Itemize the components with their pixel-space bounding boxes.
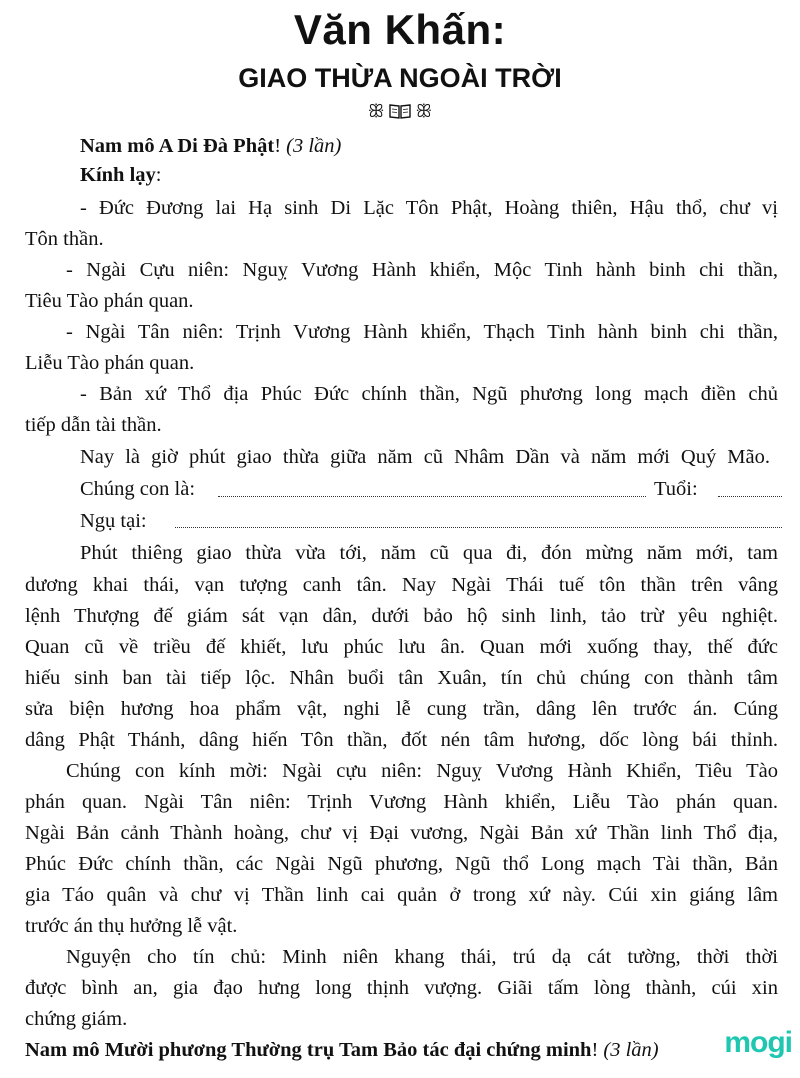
paragraph-line: Quan cũ về triều đế khiết, lưu phúc lưu ân. Quan mới xuống thay, thế đức xyxy=(25,636,778,658)
deity-line: - Ngài Tân niên: Trịnh Vương Hành khiển, Thạch Tinh hành binh chi thần, xyxy=(66,321,778,343)
invocation-note: (3 lần) xyxy=(286,135,342,157)
paragraph-line: gia Táo quân và chư vị Thần linh cai quản ở trong xứ này. Cúi xin giáng lâm xyxy=(25,884,778,906)
address-label: Ngụ tại: xyxy=(80,510,147,532)
paragraph-line: trước án thụ hưởng lễ vật. xyxy=(25,915,238,937)
ornament-divider xyxy=(0,100,800,124)
closing-text: Nam mô Mười phương Thường trụ Tam Bảo tác đại chứng minh xyxy=(25,1039,592,1061)
paragraph-line: sửa biện hương hoa phẩm vật, nghi lễ cung trần, dâng lên trước án. Cúng xyxy=(25,698,778,720)
paragraph-line: phán quan. Ngài Tân niên: Trịnh Vương Hành khiển, Liễu Tào phán quan. xyxy=(25,791,778,813)
deity-line: Tôn thần. xyxy=(25,228,104,250)
flourish-right-icon: ꕥ xyxy=(415,101,433,121)
paragraph-line: Ngài Bản cảnh Thành hoàng, chư vị Đại vương, Ngài Bản xứ Thần linh Thổ địa, xyxy=(25,822,778,844)
paragraph-line: chứng giám. xyxy=(25,1008,128,1030)
deity-line: - Ngài Cựu niên: Nguỵ Vương Hành khiển, Mộc Tinh hành binh chi thần, xyxy=(66,259,778,281)
address-blank-line xyxy=(175,527,782,528)
flourish-left-icon: ꕥ xyxy=(367,101,385,121)
kinh-lay-line: Kính lạy: xyxy=(80,164,162,186)
paragraph-line: Chúng con kính mời: Ngài cựu niên: Nguỵ Vương Hành Khiển, Tiêu Tào xyxy=(66,760,778,782)
closing-line: Nam mô Mười phương Thường trụ Tam Bảo tác đại chứng minh! (3 lần) xyxy=(25,1039,659,1061)
paragraph-line: Nguyện cho tín chủ: Minh niên khang thái, trú dạ cát tường, thời thời xyxy=(66,946,778,968)
kinh-lay-text: Kính lạy xyxy=(80,164,156,186)
page-title: Văn Khấn: xyxy=(293,6,507,53)
invocation-line: Nam mô A Di Đà Phật! (3 lần) xyxy=(80,135,342,157)
paragraph-line: lệnh Thượng đế giám sát vạn dân, dưới bảo hộ sinh linh, tảo trừ yêu nghiệt. xyxy=(25,605,778,627)
invocation-text: Nam mô A Di Đà Phật xyxy=(80,135,275,157)
mogi-logo: mogi xyxy=(724,1026,792,1059)
open-book-icon xyxy=(389,102,411,124)
name-blank-line xyxy=(218,496,646,497)
paragraph-line: hiếu sinh ban tài tiếp lộc. Nhân buổi tân Xuân, tín chủ chúng con thành tâm xyxy=(25,667,778,689)
deity-line: Tiêu Tào phán quan. xyxy=(25,290,194,312)
deity-line: Liễu Tào phán quan. xyxy=(25,352,195,374)
intro-line: Nay là giờ phút giao thừa giữa năm cũ Nhâm Dần và năm mới Quý Mão. xyxy=(80,446,770,468)
deity-line: tiếp dẫn tài thần. xyxy=(25,414,162,436)
closing-note: (3 lần) xyxy=(603,1039,659,1061)
paragraph-line: dương khai thái, vạn tượng canh tân. Nay Ngài Thái tuế tôn thần trên vâng xyxy=(25,574,778,596)
age-blank-line xyxy=(718,496,782,497)
page-subtitle: GIAO THỪA NGOÀI TRỜI xyxy=(238,63,562,93)
paragraph-line: dâng Phật Thánh, dâng hiến Tôn thần, đốt nén tâm hương, dốc lòng bái thỉnh. xyxy=(25,729,778,751)
age-label: Tuổi: xyxy=(654,478,698,500)
deity-line: - Đức Đương lai Hạ sinh Di Lặc Tôn Phật, Hoàng thiên, Hậu thổ, chư vị xyxy=(80,197,778,219)
deity-line: - Bản xứ Thổ địa Phúc Đức chính thần, Ngũ phương long mạch điền chủ xyxy=(80,383,778,405)
paragraph-line: Phúc Đức chính thần, các Ngài Ngũ phương, Ngũ thổ Long mạch Tài thần, Bản xyxy=(25,853,778,875)
paragraph-line: được bình an, gia đạo hưng long thịnh vượng. Giãi tấm lòng thành, cúi xin xyxy=(25,977,778,999)
name-label: Chúng con là: xyxy=(80,478,196,500)
paragraph-line: Phút thiêng giao thừa vừa tới, năm cũ qua đi, đón mừng năm mới, tam xyxy=(80,542,778,564)
